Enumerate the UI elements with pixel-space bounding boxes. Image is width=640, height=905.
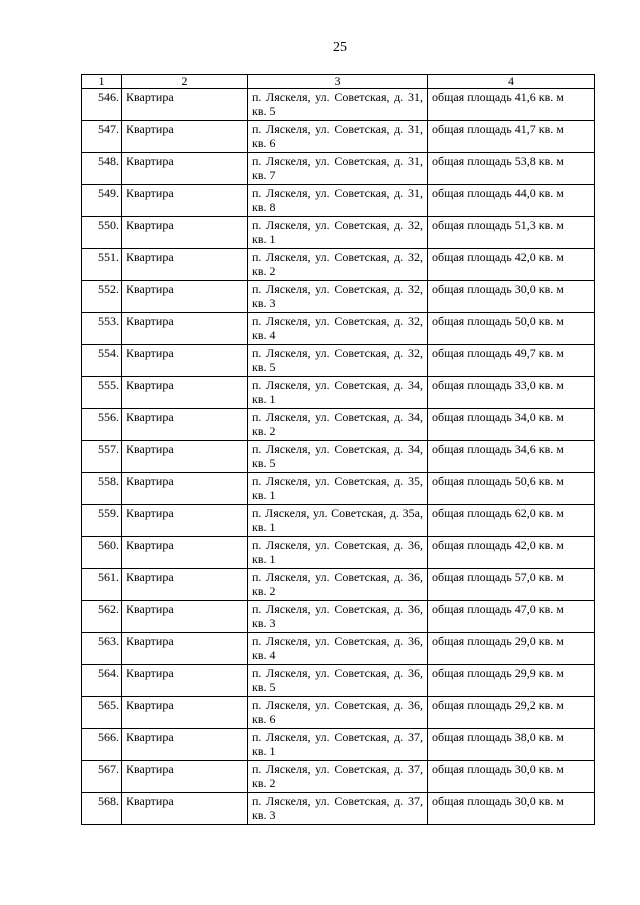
address-cell: п. Ляскеля, ул. Советская, д. 36, кв. 6 [248,697,428,729]
object-type-cell: Квартира [122,793,248,825]
row-number-cell: 546. [82,89,122,121]
object-type-cell: Квартира [122,89,248,121]
property-table [81,74,595,825]
row-number-cell: 558. [82,473,122,505]
object-type-cell: Квартира [122,345,248,377]
object-type-cell: Квартира [122,697,248,729]
row-number-cell: 567. [82,761,122,793]
area-cell: общая площадь 47,0 кв. м [428,601,595,633]
object-type-cell: Квартира [122,761,248,793]
address-cell: п. Ляскеля, ул. Советская, д. 36, кв. 1 [248,537,428,569]
table-row [82,345,595,377]
object-type-cell: Квартира [122,377,248,409]
row-number-cell: 557. [82,441,122,473]
area-cell: общая площадь 42,0 кв. м [428,249,595,281]
area-cell: общая площадь 49,7 кв. м [428,345,595,377]
object-type-cell: Квартира [122,249,248,281]
address-cell: п. Ляскеля, ул. Советская, д. 31, кв. 7 [248,153,428,185]
row-number-cell: 562. [82,601,122,633]
area-cell: общая площадь 34,6 кв. м [428,441,595,473]
object-type-cell: Квартира [122,441,248,473]
address-cell: п. Ляскеля, ул. Советская, д. 32, кв. 4 [248,313,428,345]
row-number-cell: 565. [82,697,122,729]
row-number-cell: 553. [82,313,122,345]
table-row [82,409,595,441]
row-number-cell: 554. [82,345,122,377]
row-number-cell: 552. [82,281,122,313]
table-row [82,153,595,185]
address-cell: п. Ляскеля, ул. Советская, д. 31, кв. 8 [248,185,428,217]
address-cell: п. Ляскеля, ул. Советская, д. 32, кв. 2 [248,249,428,281]
row-number-cell: 566. [82,729,122,761]
address-cell: п. Ляскеля, ул. Советская, д. 37, кв. 1 [248,729,428,761]
area-cell: общая площадь 42,0 кв. м [428,537,595,569]
table-row [82,185,595,217]
address-cell: п. Ляскеля, ул. Советская, д. 36, кв. 3 [248,601,428,633]
address-cell: п. Ляскеля, ул. Советская, д. 36, кв. 2 [248,569,428,601]
table-row [82,249,595,281]
area-cell: общая площадь 30,0 кв. м [428,281,595,313]
row-number-cell: 551. [82,249,122,281]
row-number-cell: 548. [82,153,122,185]
column-header-2: 2 [122,75,248,89]
table-row [82,729,595,761]
column-header-4: 4 [428,75,595,89]
table-row [82,313,595,345]
table-row [82,281,595,313]
row-number-cell: 549. [82,185,122,217]
area-cell: общая площадь 30,0 кв. м [428,793,595,825]
address-cell: п. Ляскеля, ул. Советская, д. 37, кв. 2 [248,761,428,793]
address-cell: п. Ляскеля, ул. Советская, д. 31, кв. 6 [248,121,428,153]
row-number-cell: 555. [82,377,122,409]
object-type-cell: Квартира [122,729,248,761]
table-row [82,473,595,505]
address-cell: п. Ляскеля, ул. Советская, д. 31, кв. 5 [248,89,428,121]
row-number-cell: 561. [82,569,122,601]
row-number-cell: 560. [82,537,122,569]
area-cell: общая площадь 44,0 кв. м [428,185,595,217]
address-cell: п. Ляскеля, ул. Советская, д. 34, кв. 5 [248,441,428,473]
table-header-row [82,75,595,89]
address-cell: п. Ляскеля, ул. Советская, д. 32, кв. 1 [248,217,428,249]
address-cell: п. Ляскеля, ул. Советская, д. 34, кв. 2 [248,409,428,441]
area-cell: общая площадь 50,0 кв. м [428,313,595,345]
object-type-cell: Квартира [122,409,248,441]
row-number-cell: 559. [82,505,122,537]
area-cell: общая площадь 57,0 кв. м [428,569,595,601]
address-cell: п. Ляскеля, ул. Советская, д. 35, кв. 1 [248,473,428,505]
table-row [82,537,595,569]
object-type-cell: Квартира [122,153,248,185]
area-cell: общая площадь 41,7 кв. м [428,121,595,153]
object-type-cell: Квартира [122,473,248,505]
area-cell: общая площадь 29,2 кв. м [428,697,595,729]
table-row [82,441,595,473]
area-cell: общая площадь 50,6 кв. м [428,473,595,505]
object-type-cell: Квартира [122,121,248,153]
object-type-cell: Квартира [122,505,248,537]
object-type-cell: Квартира [122,313,248,345]
area-cell: общая площадь 38,0 кв. м [428,729,595,761]
table-row [82,217,595,249]
table-row [82,761,595,793]
table-row [82,697,595,729]
table-row [82,793,595,825]
column-header-3: 3 [248,75,428,89]
row-number-cell: 568. [82,793,122,825]
area-cell: общая площадь 41,6 кв. м [428,89,595,121]
column-header-1: 1 [82,75,122,89]
object-type-cell: Квартира [122,217,248,249]
row-number-cell: 563. [82,633,122,665]
object-type-cell: Квартира [122,185,248,217]
object-type-cell: Квартира [122,281,248,313]
area-cell: общая площадь 29,9 кв. м [428,665,595,697]
area-cell: общая площадь 29,0 кв. м [428,633,595,665]
table-row [82,377,595,409]
area-cell: общая площадь 53,8 кв. м [428,153,595,185]
address-cell: п. Ляскеля, ул. Советская, д. 32, кв. 3 [248,281,428,313]
table-row [82,665,595,697]
address-cell: п. Ляскеля, ул. Советская, д. 36, кв. 4 [248,633,428,665]
table-row [82,89,595,121]
object-type-cell: Квартира [122,537,248,569]
table-row [82,505,595,537]
area-cell: общая площадь 33,0 кв. м [428,377,595,409]
address-cell: п. Ляскеля, ул. Советская, д. 32, кв. 5 [248,345,428,377]
row-number-cell: 550. [82,217,122,249]
table-row [82,121,595,153]
area-cell: общая площадь 51,3 кв. м [428,217,595,249]
address-cell: п. Ляскеля, ул. Советская, д. 36, кв. 5 [248,665,428,697]
object-type-cell: Квартира [122,601,248,633]
area-cell: общая площадь 62,0 кв. м [428,505,595,537]
row-number-cell: 547. [82,121,122,153]
page-number: 25 [333,40,347,55]
area-cell: общая площадь 34,0 кв. м [428,409,595,441]
table-row [82,633,595,665]
address-cell: п. Ляскеля, ул. Советская, д. 37, кв. 3 [248,793,428,825]
row-number-cell: 556. [82,409,122,441]
object-type-cell: Квартира [122,569,248,601]
row-number-cell: 564. [82,665,122,697]
address-cell: п. Ляскеля, ул. Советская, д. 34, кв. 1 [248,377,428,409]
table-row [82,569,595,601]
table-row [82,601,595,633]
address-cell: п. Ляскеля, ул. Советская, д. 35а, кв. 1 [248,505,428,537]
object-type-cell: Квартира [122,633,248,665]
area-cell: общая площадь 30,0 кв. м [428,761,595,793]
object-type-cell: Квартира [122,665,248,697]
